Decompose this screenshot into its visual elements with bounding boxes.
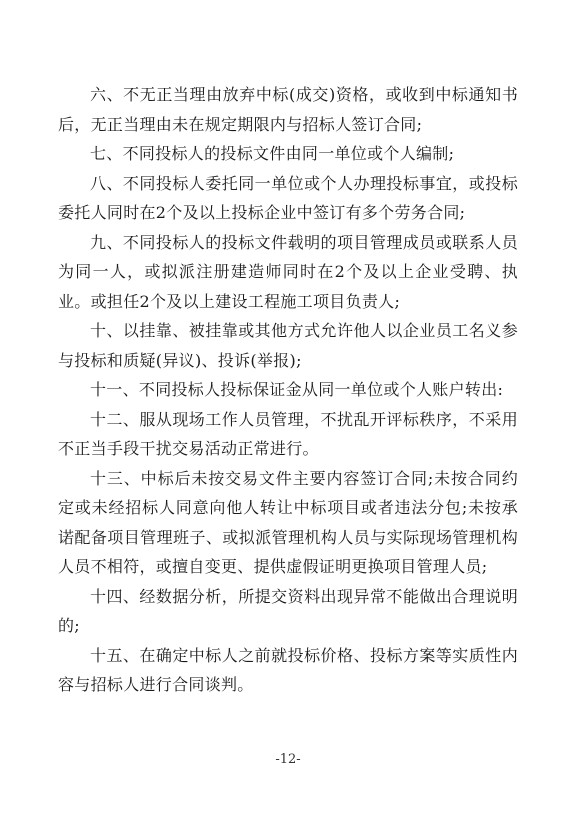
- paragraph-item-9: 九、不同投标人的投标文件载明的项目管理成员或联系人员为同一人，或拟派注册建造师同时在2个及以上企业受聘、执业。或担任2个及以上建设工程施工项目负责人;: [58, 232, 518, 311]
- document-body: [58, 80, 518, 700]
- paragraph-item-13: 十三、中标后未按交易文件主要内容签订合同;未按合同约定或未经招标人同意向他人转让中标项目或者违法分包;未按承诺配备项目管理班子、或拟派管理机构人员与实际现场管理机构人员不相符，或擅自变更、提供虚假证明更换项目管理人员;: [58, 468, 518, 576]
- paragraph-item-11: 十一、不同投标人投标保证金从同一单位或个人账户转出:: [90, 380, 504, 399]
- paragraph-item-6: 六、不无正当理由放弃中标(成交)资格，或收到中标通知书后，无正当理由未在规定期限内与招标人签订合同;: [58, 85, 518, 134]
- paragraph-item-15: 十五、在确定中标人之前就投标价格、投标方案等实质性内容与招标人进行合同谈判。: [58, 645, 518, 694]
- paragraph-item-12: 十二、服从现场工作人员管理，不扰乱开评标秩序，不采用不正当手段干扰交易活动正常进行。: [58, 409, 518, 458]
- paragraph-item-7: 七、不同投标人的投标文件由同一单位或个人编制;: [90, 144, 455, 163]
- paragraph-item-14: 十四、经数据分析，所提交资料出现异常不能做出合理说明的;: [58, 586, 518, 635]
- page-number: -12-: [275, 752, 301, 767]
- paragraph-item-10: 十、以挂靠、被挂靠或其他方式允许他人以企业员工名义参与投标和质疑(异议)、投诉(举报);: [58, 321, 518, 370]
- paragraph-item-8: 八、不同投标人委托同一单位或个人办理投标事宜，或投标委托人同时在2个及以上投标企业中签订有多个劳务合同;: [58, 173, 518, 222]
